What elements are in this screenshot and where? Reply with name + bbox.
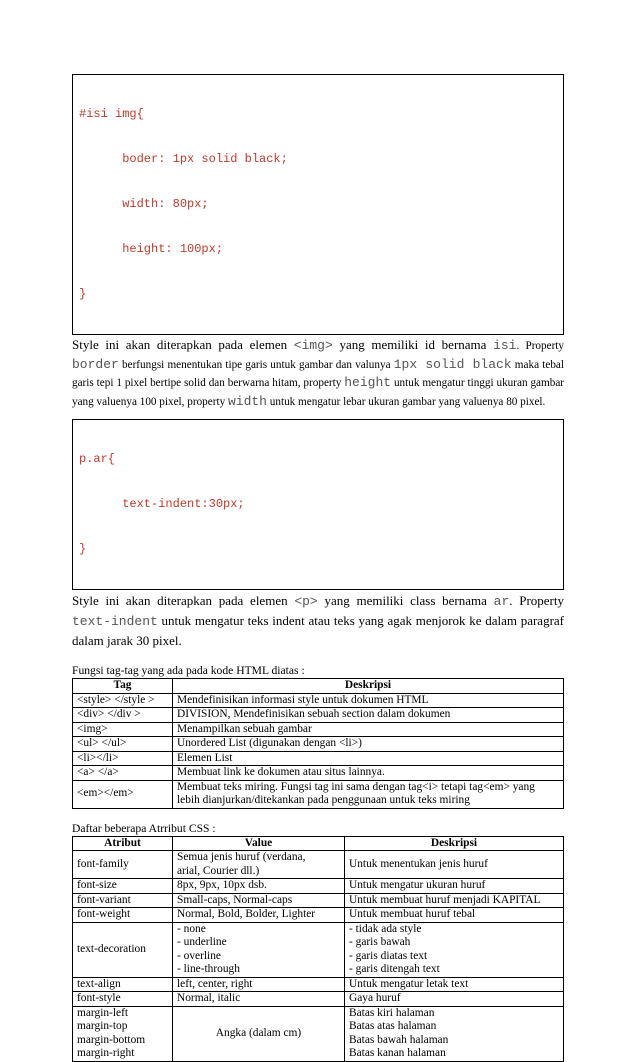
table-row: text-align left, center, right Untuk mengatur letak text [73, 977, 564, 992]
code-line: } [79, 287, 87, 301]
code-line: width: 80px; [79, 197, 209, 211]
table-header-row [73, 679, 564, 694]
code-line: boder: 1px solid black; [79, 152, 288, 166]
tag-table-caption: Fungsi tag-tag yang ada pada kode HTML diatas : [72, 664, 305, 677]
column-header: Deskripsi [173, 679, 564, 694]
code-line: } [79, 542, 87, 556]
css-code-block-isi-img [72, 74, 564, 335]
code-line: #isi img{ [79, 107, 144, 121]
table-row: font-size 8px, 9px, 10px dsb. Untuk mengatur ukuran huruf [73, 879, 564, 894]
table-row: <div> </div > DIVISION, Mendefinisikan sebuah section dalam dokumen [73, 708, 564, 723]
code-line: text-indent:30px; [79, 497, 245, 511]
column-header: Deskripsi [345, 836, 564, 851]
table-header-row [73, 836, 564, 851]
css-attribute-table [72, 836, 564, 1062]
css-attribute-table-caption: Daftar beberapa Atrribut CSS : [72, 821, 216, 835]
css-code-block-p-ar [72, 419, 564, 590]
table-row: font-style Normal, italic Gaya huruf [73, 992, 564, 1007]
code-line: p.ar{ [79, 452, 116, 466]
document-page [72, 74, 564, 1062]
table-row: font-weight Normal, Bold, Bolder, Lighter Untuk membuat huruf tebal [73, 908, 564, 923]
column-header: Atribut [73, 836, 173, 851]
table-row: <li></li> Elemen List [73, 751, 564, 766]
explanation-paragraph-1: Style ini akan diterapkan pada elemen <img> yang memiliki id bernama isi. Property border berfungsi menentukan tipe garis untuk gambar dan valunya 1px solid black maka tebal garis tepi 1 pixel bertipe solid dan berwarna hitam, property height untuk mengatur tinggi ukuran gambar yang valuenya 100 pixel, property width untuk mengatur lebar ukuran gambar yang valuenya 80 pixel. [72, 337, 565, 409]
table-row: margin-left margin-top margin-bottom margin-right Angka (dalam cm) Batas kiri halaman Batas atas halaman Batas bawah halaman Batas kanan halaman [73, 1006, 564, 1061]
table-row: <style> </style > Mendefinisikan informasi style untuk dokumen HTML [73, 693, 564, 708]
table-row: font-family Semua jenis huruf (verdana, arial, Courier dll.) Untuk menentukan jenis huruf [73, 851, 564, 879]
table-row: <img> Menampilkan sebuah gambar [73, 722, 564, 737]
table-row: font-variant Small-caps, Normal-caps Untuk membuat huruf menjadi KAPITAL [73, 893, 564, 908]
column-header: Tag [73, 679, 173, 694]
table-row: <ul> </ul> Unordered List (digunakan dengan <li>) [73, 737, 564, 752]
explanation-paragraph-2: Style ini akan diterapkan pada elemen <p> yang memiliki class bernama ar. Property text-indent untuk mengatur teks indent atau teks yang agak menjorok ke dalam paragraf dalam jarak 30 pixel. [72, 593, 565, 648]
column-header: Value [173, 836, 345, 851]
tag-table [72, 678, 564, 809]
table-row: <em></em> Membuat teks miring. Fungsi tag ini sama dengan tag<i> tetapi tag<em> yang lebih dianjurkan/ditekankan pada penggunaan untuk teks miring [73, 780, 564, 808]
table-row: <a> </a> Membuat link ke dokumen atau situs lainnya. [73, 766, 564, 781]
code-line: height: 100px; [79, 242, 224, 256]
table-row: text-decoration - none - underline - overline - line-through - tidak ada style - garis bawah - garis diatas text - garis ditengah text [73, 922, 564, 977]
